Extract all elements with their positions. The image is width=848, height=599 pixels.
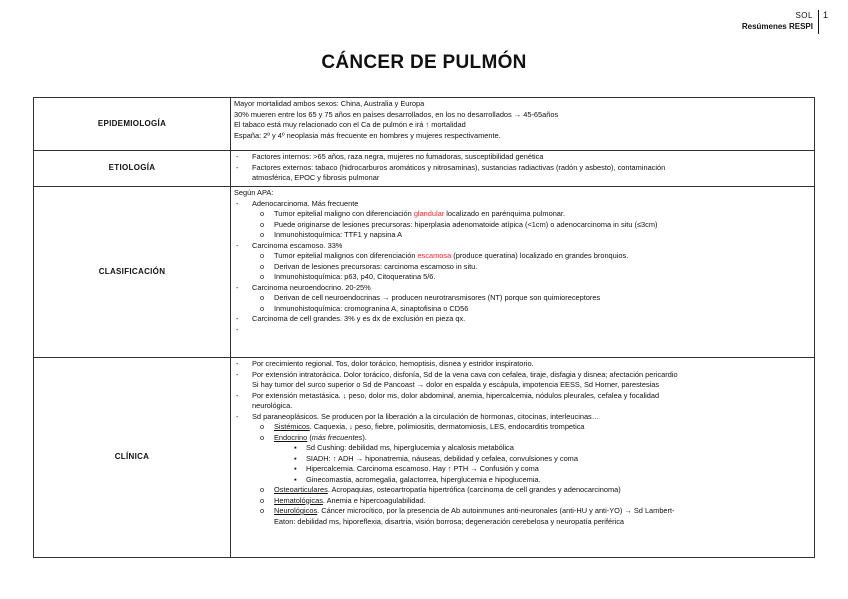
text-segment: . Acropaquias, osteoartropatía hipertrófica (carcinoma de cell grandes y adenocarcinoma): [327, 485, 621, 494]
cell-grandes-title: Carcinoma de cell grandes. 3% y es dx de exclusión en pieza qx.: [252, 314, 466, 323]
content-epidemiologia: [231, 98, 815, 151]
text-segment: . Cáncer microcítico, por la presencia de Ab autoinmunes anti-neuronales (anti-HU y anti-YO) → Sd Lambert-: [317, 506, 675, 515]
text-segment: Sd paraneoplásicos. Se producen por la liberación a la circulación de hormonas, citocinas, interleucinas…: [252, 411, 600, 421]
clasificacion-item: [234, 314, 811, 325]
text-segment: Tumor epitelial maligno con diferenciación: [274, 209, 414, 218]
text-segment: (produce queratina) localizado en grandes bronquios.: [451, 251, 629, 260]
etiologia-text: Factores internos: >65 años, raza negra, mujeres no fumadoras, susceptibilidad genética: [252, 152, 544, 161]
clinica-item: [234, 370, 811, 381]
circle-bullet: o: [260, 506, 265, 515]
clasificacion-subitem: [234, 304, 811, 315]
clinica-subitem: [234, 485, 811, 496]
dash-bullet: -: [236, 152, 239, 161]
circle-bullet: o: [260, 209, 265, 218]
summary-table: [33, 97, 815, 558]
clinica-subitem: o Endocrino (más frecuentes).: [260, 432, 367, 442]
highlight-escamosa: escamosa: [417, 251, 452, 260]
dash-bullet: -: [236, 324, 239, 334]
section-label-clasificacion: CLASIFICACIÓN: [34, 187, 231, 358]
circle-bullet: o: [260, 485, 265, 494]
clasificacion-subitem: [234, 220, 811, 231]
text-segment: . Anemia e hipercoagulabilidad.: [322, 495, 426, 505]
neurologicos-label: Neurológicos: [274, 506, 318, 515]
header-course: Resúmenes RESPI: [741, 22, 813, 31]
escamoso-title: Carcinoma escamoso. 33%: [252, 240, 343, 250]
document-title: CÁNCER DE PULMÓN: [321, 52, 527, 73]
circle-bullet: o: [260, 219, 265, 229]
clinica-continuation: Eaton: debilidad ms, hiporeflexia, disartria, visión borrosa; degeneración cerebelosa y neuropatía periférica: [274, 516, 625, 526]
content-clasificacion: [231, 187, 815, 358]
text-segment: Inmunohistoquímica: cromogranina A, sinaptofisina o CD56: [274, 303, 469, 313]
square-bullet: ▪: [294, 443, 297, 452]
clasificacion-intro: Según APA:: [234, 188, 274, 197]
text-segment: Por extensión metastásica. ↓ peso, dolor ms, dolor abdominal, anemia, hipercalcemia, nódulos pleurales, cefalea y focalidad: [252, 390, 660, 400]
content-clinica: [231, 358, 815, 558]
square-bullet: ▪: [294, 453, 297, 463]
etiologia-text: Factores externos: tabaco (hidrocarburos aromáticos y nitrosaminas), sustancias radiactivas (radón y asbesto), contaminación: [252, 162, 666, 172]
hematologicas-label: Hematológicas: [274, 495, 323, 505]
clinica-item: [234, 391, 811, 402]
clasificacion-subitem: [234, 262, 811, 273]
etiologia-item: [234, 152, 811, 163]
clinica-subitem: [234, 422, 811, 433]
dash-bullet: -: [236, 390, 239, 400]
sistemicos-label: Sistémicos: [274, 422, 310, 431]
square-bullet: ▪: [294, 464, 297, 473]
square-bullet: ▪: [294, 474, 297, 484]
clinica-continuation: neurológica.: [252, 401, 293, 410]
circle-bullet: o: [260, 261, 265, 271]
clinica-subsubitem: [234, 475, 811, 486]
clasificacion-item: [234, 199, 811, 210]
section-label-epidemiologia: EPIDEMIOLOGÍA: [34, 98, 231, 151]
text-segment: Sd Cushing: debilidad ms, hiperglucemia y alcalosis metabólica: [306, 443, 514, 452]
endocrino-label: Endocrino: [274, 432, 308, 442]
circle-bullet: o: [260, 422, 265, 431]
clasificacion-item: [234, 241, 811, 252]
clinica-subitem: [234, 506, 811, 517]
dash-bullet: -: [236, 282, 239, 292]
circle-bullet: o: [260, 293, 265, 302]
clasificacion-subitem: [234, 251, 811, 262]
circle-bullet: o: [260, 432, 265, 442]
circle-bullet: o: [260, 230, 265, 239]
epi-line: 30% mueren entre los 65 y 75 años en países desarrollados, en los no desarrollados → 45-65años: [234, 109, 559, 119]
header-labels: [742, 10, 813, 32]
dash-bullet: -: [236, 240, 239, 250]
row-epidemiologia: [34, 98, 815, 151]
circle-bullet: o: [260, 303, 265, 313]
row-clasificacion: [34, 187, 815, 358]
clasificacion-subitem: [234, 230, 811, 241]
circle-bullet: o: [260, 272, 265, 281]
epi-line: España: 2º y 4º neoplasia más frecuente en hombres y mujeres respectivamente.: [234, 130, 501, 140]
clinica-item: [234, 359, 811, 370]
clasificacion-item: [234, 283, 811, 294]
dash-bullet: -: [236, 162, 239, 172]
text-segment: Por crecimiento regional. Tos, dolor torácico, hemoptisis, disnea y estridor inspiratorio.: [252, 359, 534, 368]
etiologia-continuation: atmosférica, EPOC y fibrosis pulmonar: [252, 173, 380, 182]
clinica-subsubitem: [234, 454, 811, 465]
text-segment: Tumor epitelial malignos con diferenciación: [274, 251, 418, 260]
text-segment: Puede originarse de lesiones precursoras: hiperplasia adenomatoide atípica (<1cm) o adenocarcinoma in situ (≤3cm): [274, 219, 658, 229]
clinica-continuation: Si hay tumor del surco superior o Sd de Pancoast → dolor en espalda y escápula, impotencia EESS, Sd Horner, parestesias: [252, 380, 660, 389]
clinica-item: [234, 412, 811, 423]
text-segment: . Caquexia, ↓ peso, fiebre, polimiositis, dermatomiosis, LES, endocarditis trompetica: [309, 422, 585, 431]
dash-bullet: -: [236, 411, 239, 421]
clasificacion-subitem: [234, 209, 811, 220]
page-header: [742, 10, 828, 34]
row-clinica: [34, 358, 815, 558]
text-segment: Inmunohistoquímica: p63, p40, Citoqueratina 5/6.: [274, 272, 436, 281]
text-segment: localizado en parénquima pulmonar.: [444, 209, 566, 218]
text-segment: Inmunohistoquímica: TTF1 y napsina A: [274, 230, 403, 239]
clasificacion-item-empty: [234, 325, 811, 336]
circle-bullet: o: [260, 495, 265, 505]
epi-line: Mayor mortalidad ambos sexos: China, Australia y Europa: [234, 99, 425, 108]
text-segment: SIADH: ↑ ADH → hiponatremia, náuseas, debilidad y cefalea, convulsiones y coma: [306, 453, 578, 463]
neuroendocrino-title: Carcinoma neuroendocrino. 20-25%: [252, 282, 371, 292]
dash-bullet: -: [236, 369, 239, 379]
clinica-subitem: [234, 496, 811, 507]
section-label-etiologia: ETIOLOGÍA: [34, 151, 231, 187]
etiologia-item: [234, 163, 811, 174]
highlight-glandular: glandular: [413, 209, 445, 218]
header-sol: SOL: [795, 11, 813, 20]
dash-bullet: -: [236, 359, 239, 368]
clinica-subsubitem: [234, 464, 811, 475]
text-segment: Derivan de cell neuroendocrinas → producen neurotransmisores (NT) porque son quimioreceptores: [274, 293, 601, 302]
dash-bullet: -: [236, 314, 239, 323]
clinica-subsubitem: [234, 443, 811, 454]
section-label-clinica: CLÍNICA: [34, 358, 231, 558]
text-segment: Hipercalcemia. Carcinoma escamoso. Hay ↑ PTH → Confusión y coma: [306, 464, 539, 473]
text-segment: Por extensión intratorácica. Dolor torácico, disfonía, Sd de la vena cava con cefalea, tiraje, disfagia y disnea; afectación pericardio: [252, 369, 678, 379]
row-etiologia: [34, 151, 815, 187]
clasificacion-subitem: [234, 272, 811, 283]
text-segment: Ginecomastia, acromegalia, galactorrea, hiperglucemia e hipoglucemia.: [306, 474, 541, 484]
page-number: 1: [818, 10, 828, 34]
circle-bullet: o: [260, 251, 265, 260]
dash-bullet: -: [236, 198, 239, 208]
content-etiologia: [231, 151, 815, 187]
adeno-title: Adenocarcinoma. Más frecuente: [252, 198, 359, 208]
epi-line: El tabaco está muy relacionado con el Ca de pulmón e irá ↑ mortalidad: [234, 120, 466, 129]
endocrino-note: más frecuentes: [311, 432, 363, 442]
text-segment: Derivan de lesiones precursoras: carcinoma escamoso in situ.: [274, 261, 478, 271]
osteoarticulares-label: Osteoarticulares: [274, 485, 328, 494]
clasificacion-subitem: [234, 293, 811, 304]
